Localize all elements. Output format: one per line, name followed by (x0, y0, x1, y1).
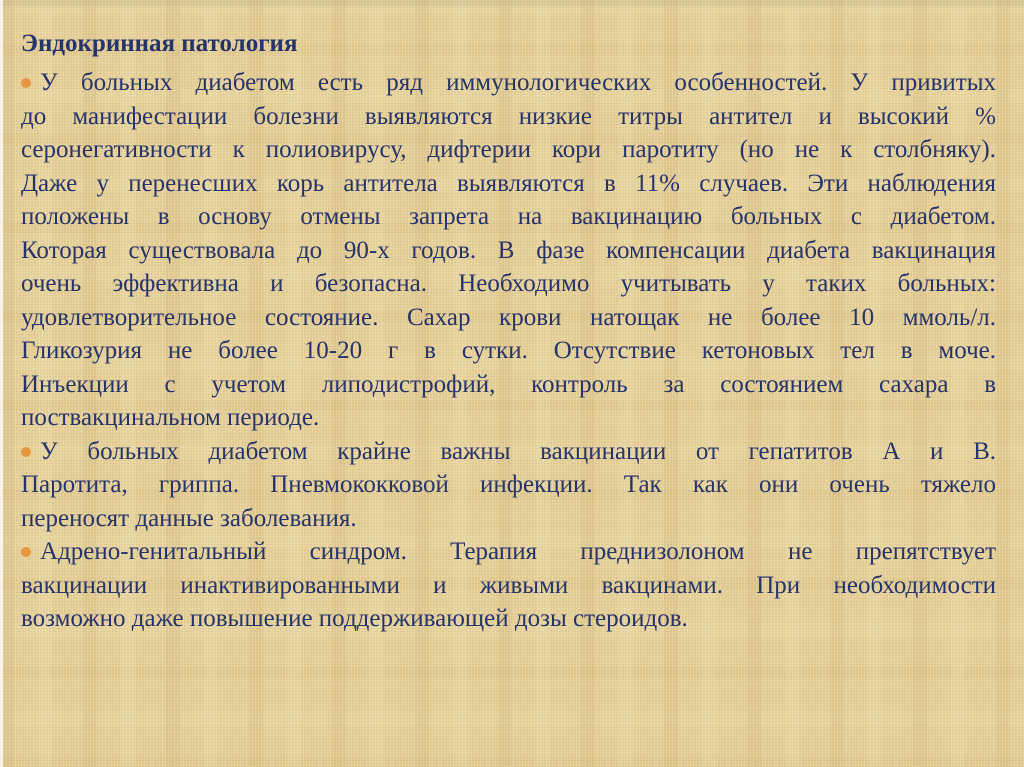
slide-left-edge (0, 0, 3, 767)
text-line: серонегативности к полиовирусу, дифтерии кори паротиту (но не к столбняку). (21, 136, 996, 163)
text-line: очень эффективна и безопасна. Необходимо учитывать у таких больных: (21, 270, 996, 297)
text-line-content: У больных диабетом есть ряд иммунологических особенностей. У привитых (40, 69, 996, 96)
paragraph-diabetes-vaccinations (21, 435, 996, 536)
text-line (21, 66, 996, 100)
text-line: Гликозурия не более 10-20 г в сутки. Отсутствие кетоновых тел в моче. (21, 337, 996, 364)
text-line: Даже у перенесших корь антитела выявляются в 11% случаев. Эти наблюдения (21, 169, 996, 197)
text-line: Паротита, гриппа. Пневмококковой инфекции. Так как они очень тяжело (21, 471, 996, 498)
text-line: переносят данные заболевания. (21, 504, 357, 532)
text-line-content: Адрено-генитальный синдром. Терапия преднизолоном не препятствует (40, 538, 996, 565)
text-line (21, 435, 996, 469)
text-line: Которая существовала до 90-х годов. В фазе компенсации диабета вакцинация (21, 236, 996, 264)
text-line-content: У больных диабетом крайне важны вакцинации от гепатитов А и В. (40, 437, 996, 465)
slide-top-edge (0, 0, 1024, 6)
text-line: Инъекции с учетом липодистрофий, контроль за состоянием сахара в (21, 370, 996, 398)
slide-text-block (21, 27, 996, 636)
bullet-icon (21, 78, 31, 88)
text-line: удовлетворительное состояние. Сахар крови натощак не более 10 ммоль/л. (21, 303, 996, 331)
bullet-icon (21, 447, 31, 457)
text-line (21, 535, 996, 569)
text-line: вакцинации инактивированными и живыми вакцинами. При необходимости (21, 571, 996, 599)
text-line: до манифестации болезни выявляются низкие титры антител и высокий % (21, 102, 996, 130)
paragraph-adrenogenital-syndrome (21, 535, 996, 636)
slide-title: Эндокринная патология (21, 30, 298, 57)
text-line: возможно даже повышение поддерживающей дозы стероидов. (21, 605, 688, 632)
paragraph-diabetes-immunology (21, 66, 996, 435)
text-line: положены в основу отмены запрета на вакцинацию больных с диабетом. (21, 203, 996, 230)
text-line: поствакцинальном периоде. (21, 404, 320, 431)
bullet-icon (21, 547, 31, 557)
